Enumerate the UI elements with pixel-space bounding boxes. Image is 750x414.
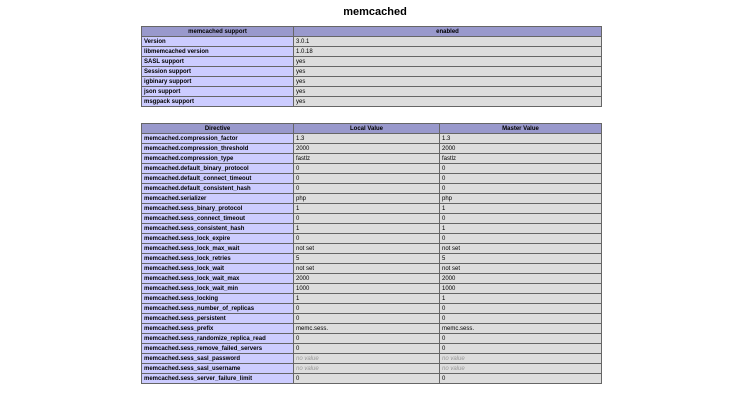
master-value: 1 xyxy=(440,294,602,304)
table-row xyxy=(142,294,602,304)
master-value: 0 xyxy=(440,344,602,354)
table-row xyxy=(142,364,602,374)
directive-name: memcached.sess_lock_wait xyxy=(142,264,294,274)
directive-name: memcached.default_connect_timeout xyxy=(142,174,294,184)
master-value: 1 xyxy=(440,224,602,234)
master-value: 0 xyxy=(440,374,602,384)
local-value: not set xyxy=(294,264,440,274)
directive-name: memcached.default_binary_protocol xyxy=(142,164,294,174)
local-value xyxy=(294,364,440,374)
local-value: 1.3 xyxy=(294,134,440,144)
directive-name: memcached.sess_lock_wait_min xyxy=(142,284,294,294)
master-value: 0 xyxy=(440,184,602,194)
directive-name: memcached.sess_consistent_hash xyxy=(142,224,294,234)
directive-name: memcached.sess_remove_failed_servers xyxy=(142,344,294,354)
table-row xyxy=(142,354,602,364)
support-table xyxy=(141,26,602,107)
row-value: yes xyxy=(294,87,602,97)
table-row xyxy=(142,37,602,47)
master-value: 0 xyxy=(440,174,602,184)
row-value: 3.0.1 xyxy=(294,37,602,47)
local-value xyxy=(294,354,440,364)
master-value: not set xyxy=(440,244,602,254)
header-directive: Directive xyxy=(142,124,294,134)
row-label: libmemcached version xyxy=(142,47,294,57)
directive-name: memcached.sess_connect_timeout xyxy=(142,214,294,224)
table-row xyxy=(142,334,602,344)
table-row xyxy=(142,174,602,184)
master-value: 0 xyxy=(440,234,602,244)
local-value: 5 xyxy=(294,254,440,264)
master-value: 2000 xyxy=(440,274,602,284)
local-value: 0 xyxy=(294,184,440,194)
table-row xyxy=(142,134,602,144)
local-value: 0 xyxy=(294,234,440,244)
table-row xyxy=(142,184,602,194)
local-value: 0 xyxy=(294,314,440,324)
row-value: yes xyxy=(294,67,602,77)
local-value: 2000 xyxy=(294,144,440,154)
header-local-value: Local Value xyxy=(294,124,440,134)
local-value: 0 xyxy=(294,164,440,174)
table-row xyxy=(142,314,602,324)
local-value: 1 xyxy=(294,204,440,214)
directive-name: memcached.serializer xyxy=(142,194,294,204)
table-row xyxy=(142,214,602,224)
local-value: 2000 xyxy=(294,274,440,284)
table-row xyxy=(142,77,602,87)
header-master-value: Master Value xyxy=(440,124,602,134)
directive-name: memcached.default_consistent_hash xyxy=(142,184,294,194)
row-label: igbinary support xyxy=(142,77,294,87)
directive-name: memcached.compression_type xyxy=(142,154,294,164)
directive-name: memcached.sess_lock_wait_max xyxy=(142,274,294,284)
row-label: Version xyxy=(142,37,294,47)
master-value: php xyxy=(440,194,602,204)
no-value-text: no value xyxy=(296,355,319,362)
table-row xyxy=(142,144,602,154)
local-value: fastlz xyxy=(294,154,440,164)
master-value: fastlz xyxy=(440,154,602,164)
local-value: 0 xyxy=(294,304,440,314)
table-row xyxy=(142,304,602,314)
master-value: 1000 xyxy=(440,284,602,294)
table-row xyxy=(142,344,602,354)
table-row xyxy=(142,324,602,334)
table-row xyxy=(142,67,602,77)
header-memcached-support: memcached support xyxy=(142,27,294,37)
table-row xyxy=(142,254,602,264)
local-value: 1 xyxy=(294,294,440,304)
directive-name: memcached.sess_prefix xyxy=(142,324,294,334)
master-value: 0 xyxy=(440,164,602,174)
master-value: not set xyxy=(440,264,602,274)
local-value: 0 xyxy=(294,214,440,224)
master-value: 0 xyxy=(440,334,602,344)
local-value: 0 xyxy=(294,374,440,384)
local-value: memc.sess. xyxy=(294,324,440,334)
local-value: php xyxy=(294,194,440,204)
master-value: memc.sess. xyxy=(440,324,602,334)
directive-name: memcached.sess_randomize_replica_read xyxy=(142,334,294,344)
table-row xyxy=(142,234,602,244)
master-value: 0 xyxy=(440,314,602,324)
table-row xyxy=(142,194,602,204)
directive-table-header xyxy=(142,124,602,134)
directive-name: memcached.sess_lock_retries xyxy=(142,254,294,264)
directive-table xyxy=(141,123,602,384)
table-row xyxy=(142,47,602,57)
master-value xyxy=(440,364,602,374)
row-value: yes xyxy=(294,57,602,67)
table-row xyxy=(142,164,602,174)
row-value: 1.0.18 xyxy=(294,47,602,57)
master-value xyxy=(440,354,602,364)
no-value-text: no value xyxy=(442,355,465,362)
table-row xyxy=(142,154,602,164)
directive-name: memcached.sess_lock_expire xyxy=(142,234,294,244)
local-value: 1 xyxy=(294,224,440,234)
directive-name: memcached.sess_binary_protocol xyxy=(142,204,294,214)
master-value: 5 xyxy=(440,254,602,264)
table-row xyxy=(142,374,602,384)
header-enabled: enabled xyxy=(294,27,602,37)
master-value: 1.3 xyxy=(440,134,602,144)
table-row xyxy=(142,274,602,284)
directive-name: memcached.compression_threshold xyxy=(142,144,294,154)
row-value: yes xyxy=(294,97,602,107)
local-value: 1000 xyxy=(294,284,440,294)
local-value: 0 xyxy=(294,344,440,354)
table-row xyxy=(142,224,602,234)
table-row xyxy=(142,284,602,294)
directive-name: memcached.sess_server_failure_limit xyxy=(142,374,294,384)
directive-name: memcached.sess_sasl_username xyxy=(142,364,294,374)
master-value: 0 xyxy=(440,214,602,224)
no-value-text: no value xyxy=(296,365,319,372)
directive-name: memcached.sess_lock_max_wait xyxy=(142,244,294,254)
local-value: not set xyxy=(294,244,440,254)
local-value: 0 xyxy=(294,174,440,184)
directive-name: memcached.sess_sasl_password xyxy=(142,354,294,364)
row-label: msgpack support xyxy=(142,97,294,107)
table-row xyxy=(142,57,602,67)
no-value-text: no value xyxy=(442,365,465,372)
table-row xyxy=(142,264,602,274)
table-row xyxy=(142,97,602,107)
row-label: SASL support xyxy=(142,57,294,67)
master-value: 1 xyxy=(440,204,602,214)
directive-name: memcached.compression_factor xyxy=(142,134,294,144)
table-row xyxy=(142,204,602,214)
directive-name: memcached.sess_number_of_replicas xyxy=(142,304,294,314)
master-value: 2000 xyxy=(440,144,602,154)
row-label: Session support xyxy=(142,67,294,77)
support-table-header xyxy=(142,27,602,37)
directive-name: memcached.sess_locking xyxy=(142,294,294,304)
table-row xyxy=(142,87,602,97)
row-value: yes xyxy=(294,77,602,87)
master-value: 0 xyxy=(440,304,602,314)
row-label: json support xyxy=(142,87,294,97)
directive-name: memcached.sess_persistent xyxy=(142,314,294,324)
page-title: memcached xyxy=(343,6,407,18)
table-row xyxy=(142,244,602,254)
local-value: 0 xyxy=(294,334,440,344)
